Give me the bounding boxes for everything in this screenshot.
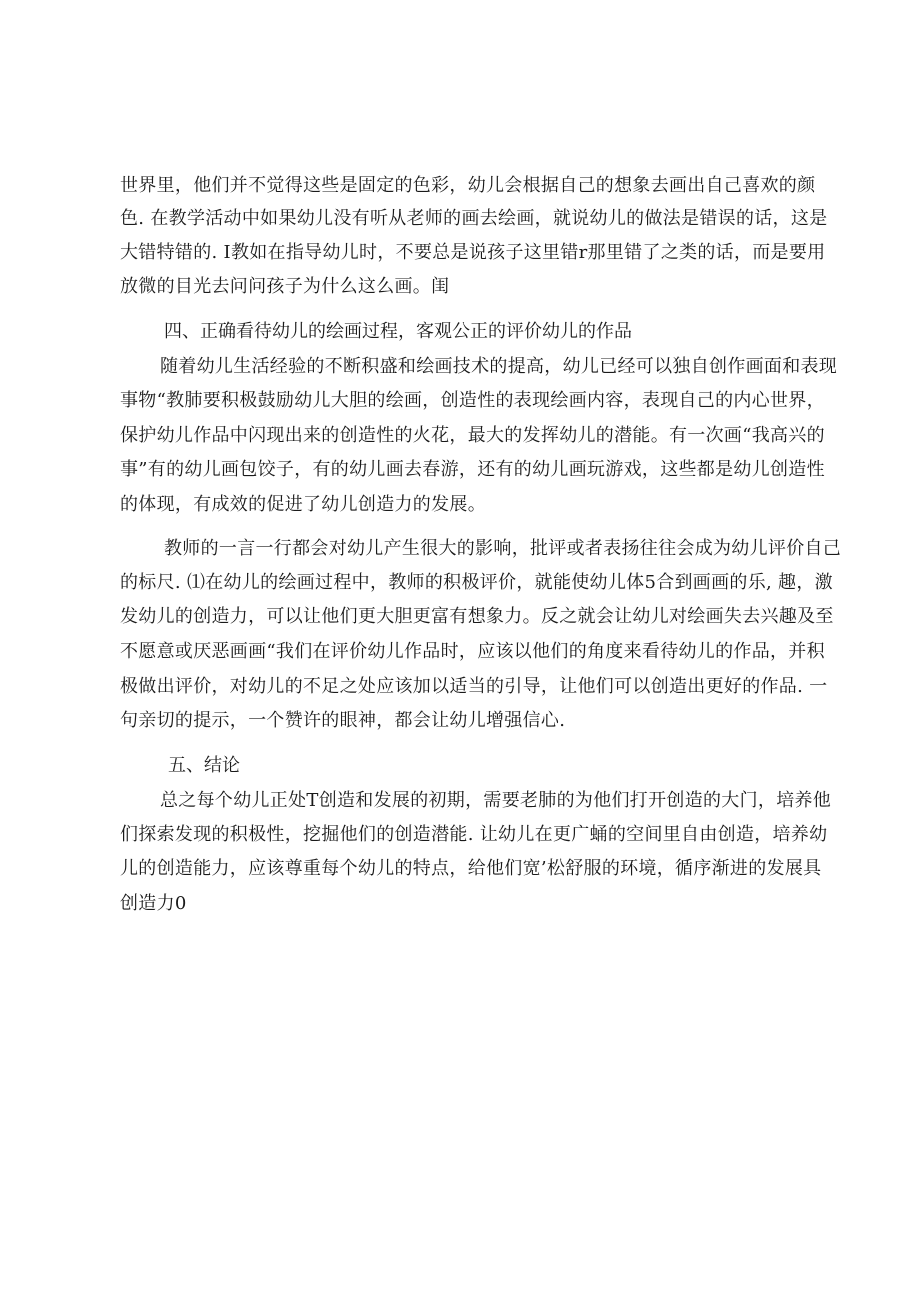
text-line: 总之每个幼儿正处T创造和发展的初期，需要老肺的为他们打开创造的大门，培养他 bbox=[160, 790, 832, 811]
text-line: 句亲切的提示，一个赞许的眼神，都会让幼儿增强信心. bbox=[120, 710, 566, 731]
section-heading-5: 五、结论 bbox=[168, 755, 240, 776]
text-line: 不愿意或厌恶画画“我们在评价幼儿作品时，应该以他们的角度来看待幼儿的作品，并积 bbox=[120, 641, 825, 662]
text-line: 极做出评价，对幼儿的不足之处应该加以适当的引导，让他们可以创造出更好的作品. 一 bbox=[120, 676, 828, 697]
section-heading-4: 四、正确看待幼儿的绘画过程，客观公正的评价幼儿的作品 bbox=[164, 321, 632, 342]
text-line: 发幼儿的创造力，可以让他们更大胆更富有想象力。反之就会让幼儿对绘画失去兴趣及至 bbox=[120, 606, 834, 627]
text-line: 随着幼儿生活经验的不断积盛和绘画技术的提高，幼儿已经可以独自创作画面和表现 bbox=[160, 356, 838, 377]
text-line: 保护幼儿作品中闪现出来的创造性的火花，最大的发挥幼儿的潜能。有一次画“我高兴的 bbox=[120, 425, 825, 446]
text-line: 的标尺. ⑴在幼儿的绘画过程中，教师的积极评价，就能使幼儿体5合到画画的乐, 趣，激 bbox=[120, 572, 833, 593]
text-line: 教师的一言一行都会对幼儿产生很大的影响，批评或者表扬往往会成为幼儿评价自己 bbox=[164, 538, 842, 559]
text-line: 的体现，有成效的促进了幼儿创造力的发展。 bbox=[120, 494, 486, 515]
text-line: 事物“教肺要积极鼓励幼儿大胆的绘画，创造性的表现绘画内容，表现自己的内心世界， bbox=[120, 390, 825, 411]
text-line: 色. 在教学活动中如果幼儿没有听从老师的画去绘画，就说幼儿的做法是错误的话，这是 bbox=[120, 208, 828, 229]
text-line: 们探索发现的积极性，挖掘他们的创造潜能. 让幼儿在更广蛹的空间里自由创造，培养幼 bbox=[120, 824, 828, 845]
text-line: 儿的创造能力，应该尊重每个幼儿的特点，给他们宽’松舒服的环境，循序渐进的发展具 bbox=[120, 858, 822, 879]
text-line: 放微的目光去问问孩子为什么这么画。闺 bbox=[120, 276, 450, 297]
text-line: 事”有的幼儿画包饺子，有的幼儿画去春游，还有的幼儿画玩游戏，这些都是幼儿创造性 bbox=[120, 459, 825, 480]
text-line: 世界里，他们并不觉得这些是固定的色彩，幼儿会根据自己的想象去画出自己喜欢的颜 bbox=[120, 175, 816, 196]
text-line: 创造力0 bbox=[120, 893, 187, 914]
text-line: 大错特错的. I教如在指导幼儿时，不要总是说孩子这里错r那里错了之类的话，而是要用 bbox=[120, 242, 826, 263]
